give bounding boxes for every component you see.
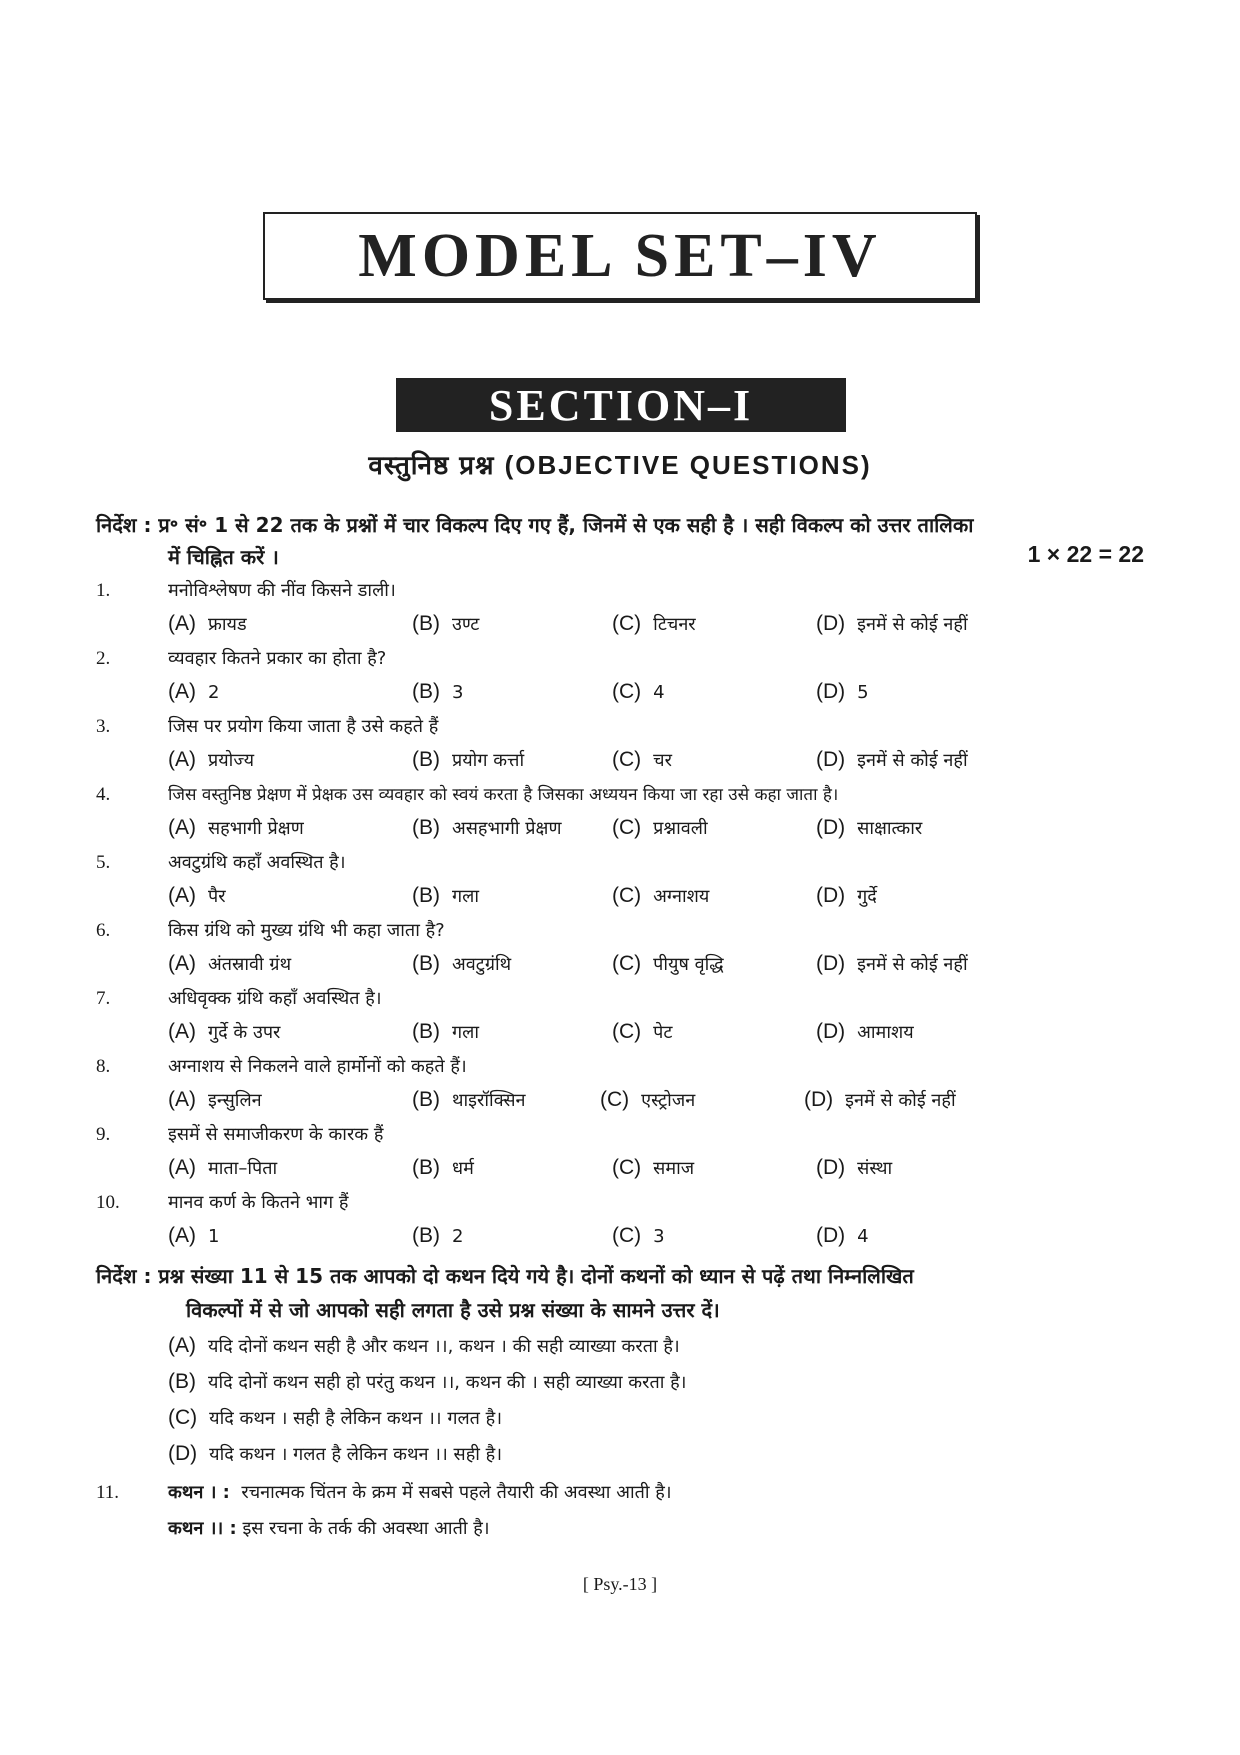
- assertion-choice-d: [168, 1442, 502, 1466]
- option-d: [816, 1020, 914, 1044]
- directions-2-line-1: निर्देश : प्रश्न संख्या 11 से 15 तक आपको दो कथन दिये गये है। दोनों कथनों को ध्यान से पढ़ें तथा निम्नलिखित: [96, 1264, 914, 1288]
- choice-label: (B): [168, 1370, 196, 1393]
- option-d: [804, 1088, 956, 1112]
- choice-text: यदि दोनों कथन सही है और कथन ।।, कथन । की सही व्याख्या करता है।: [208, 1336, 680, 1357]
- choice-label: (A): [168, 1334, 196, 1357]
- option-b: [412, 816, 561, 840]
- subtitle-english: (OBJECTIVE QUESTIONS): [504, 450, 872, 480]
- option-a: [168, 1156, 277, 1180]
- directions-2-line-2: विकल्पों में से जो आपको सही लगता है उसे प्रश्न संख्या के सामने उत्तर दें।: [186, 1298, 720, 1322]
- option-b: [412, 1020, 479, 1044]
- option-label: (C): [612, 680, 642, 703]
- option-label: (C): [612, 1224, 642, 1247]
- option-text: 3: [653, 1226, 665, 1247]
- option-label: (C): [612, 1020, 642, 1043]
- option-text: पैर: [208, 886, 226, 907]
- option-c: [612, 952, 724, 976]
- option-label: (A): [168, 612, 196, 635]
- option-label: (C): [612, 748, 642, 771]
- option-label: (D): [816, 884, 846, 907]
- question-text: मनोविश्लेषण की नींव किसने डाली।: [168, 580, 396, 601]
- option-text: फ्रायड: [208, 614, 247, 635]
- option-text: 4: [653, 682, 665, 703]
- option-label: (A): [168, 748, 196, 771]
- option-label: (D): [804, 1088, 834, 1111]
- option-d: [816, 816, 922, 840]
- option-text: गला: [452, 1022, 479, 1043]
- option-label: (D): [816, 748, 846, 771]
- option-d: [816, 884, 877, 908]
- option-a: [168, 1020, 280, 1044]
- option-label: (B): [412, 612, 440, 635]
- option-c: [612, 1156, 694, 1180]
- option-label: (D): [816, 1020, 846, 1043]
- question-number: 10.: [96, 1192, 120, 1213]
- option-c: [612, 1224, 665, 1248]
- option-label: (C): [612, 612, 642, 635]
- directions-1-line-1: निर्देश : प्र॰ सं॰ 1 से 22 तक के प्रश्नों में चार विकल्प दिए गए हैं, जिनमें से एक सही है । सही विकल्प को उत्तर तालिका: [96, 513, 974, 537]
- question-number: 11.: [96, 1482, 120, 1503]
- option-a: [168, 884, 226, 908]
- question-number: 1.: [96, 580, 111, 601]
- choice-text: यदि कथन । सही है लेकिन कथन ।। गलत है।: [209, 1408, 503, 1429]
- option-c: [612, 612, 696, 636]
- question-number: 5.: [96, 852, 111, 873]
- question-number: 9.: [96, 1124, 111, 1145]
- option-label: (B): [412, 816, 440, 839]
- section-title: SECTION–I: [488, 380, 754, 430]
- option-label: (C): [612, 816, 642, 839]
- option-text: इनमें से कोई नहीं: [857, 954, 968, 975]
- section-title-bar: [396, 378, 846, 432]
- statement-1-text: रचनात्मक चिंतन के क्रम में सबसे पहले तैयारी की अवस्था आती है।: [241, 1482, 672, 1503]
- statement-2-text: इस रचना के तर्क की अवस्था आती है।: [242, 1518, 490, 1539]
- option-text: 1: [208, 1226, 220, 1247]
- option-label: (A): [168, 884, 196, 907]
- option-d: [816, 748, 968, 772]
- statement-1: [168, 1480, 672, 1504]
- option-label: (D): [816, 952, 846, 975]
- option-a: [168, 1088, 262, 1112]
- option-b: [412, 1156, 474, 1180]
- option-text: इनमें से कोई नहीं: [845, 1090, 956, 1111]
- option-text: गुर्दे: [857, 886, 877, 907]
- option-label: (B): [412, 1156, 440, 1179]
- option-label: (D): [816, 1156, 846, 1179]
- option-b: [412, 748, 524, 772]
- option-text: संस्था: [857, 1158, 893, 1179]
- option-text: चर: [653, 750, 672, 771]
- page-reference: [ Psy.-13 ]: [582, 1574, 658, 1594]
- option-b: [412, 1224, 463, 1248]
- option-c: [612, 748, 672, 772]
- question-number: 3.: [96, 716, 111, 737]
- question-number: 6.: [96, 920, 111, 941]
- question-text: अवटुग्रंथि कहाँ अवस्थित है।: [168, 852, 346, 873]
- option-label: (A): [168, 816, 196, 839]
- option-b: [412, 884, 479, 908]
- question-number: 7.: [96, 988, 111, 1009]
- option-text: 3: [452, 682, 464, 703]
- option-text: टिचनर: [653, 614, 696, 635]
- option-c: [600, 1088, 695, 1112]
- option-label: (D): [816, 1224, 846, 1247]
- option-text: प्रश्नावली: [653, 818, 708, 839]
- question-number: 8.: [96, 1056, 111, 1077]
- option-a: [168, 612, 247, 636]
- question-text: जिस पर प्रयोग किया जाता है उसे कहते हैं: [168, 716, 439, 737]
- directions-1-line-2: में चिह्नित करें ।: [168, 545, 279, 569]
- option-c: [612, 1020, 672, 1044]
- option-a: [168, 816, 304, 840]
- option-a: [168, 748, 254, 772]
- assertion-choice-c: [168, 1406, 502, 1430]
- option-text: 2: [452, 1226, 464, 1247]
- option-b: [412, 952, 511, 976]
- option-label: (A): [168, 1156, 196, 1179]
- option-label: (D): [816, 612, 846, 635]
- option-text: समाज: [653, 1158, 695, 1179]
- marks-label: 1 × 22 = 22: [1027, 541, 1144, 567]
- question-text: किस ग्रंथि को मुख्य ग्रंथि भी कहा जाता है?: [168, 920, 445, 941]
- option-text: प्रयोग कर्त्ता: [452, 750, 525, 771]
- option-text: 4: [857, 1226, 869, 1247]
- option-label: (B): [412, 680, 440, 703]
- question-text: जिस वस्तुनिष्ठ प्रेक्षण में प्रेक्षक उस व्यवहार को स्वयं करता है जिसका अध्ययन किया जा रहा उसे कहा जाता है।: [168, 785, 839, 805]
- option-label: (A): [168, 680, 196, 703]
- option-d: [816, 680, 869, 704]
- option-label: (C): [612, 1156, 642, 1179]
- question-text: अधिवृक्क ग्रंथि कहाँ अवस्थित है।: [168, 988, 382, 1009]
- option-b: [412, 680, 463, 704]
- question-number: 4.: [96, 784, 111, 805]
- subtitle-hindi: वस्तुनिष्ठ प्रश्न: [368, 451, 495, 481]
- option-d: [816, 612, 968, 636]
- option-label: (C): [612, 884, 642, 907]
- option-text: अंतस्रावी ग्रंथ: [208, 954, 292, 975]
- question-text: व्यवहार कितने प्रकार का होता है?: [168, 648, 387, 669]
- option-text: अग्नाशय: [653, 886, 710, 907]
- option-label: (B): [412, 952, 440, 975]
- option-label: (B): [412, 1020, 440, 1043]
- option-label: (D): [816, 816, 846, 839]
- model-set-title: MODEL SET–IV: [358, 221, 882, 290]
- option-text: धर्म: [452, 1158, 474, 1179]
- option-text: पीयुष वृद्धि: [653, 954, 724, 975]
- choice-label: (C): [168, 1406, 198, 1429]
- option-d: [816, 1224, 869, 1248]
- choice-label: (D): [168, 1442, 198, 1465]
- option-text: साक्षात्कार: [857, 818, 923, 839]
- option-text: इनमें से कोई नहीं: [857, 614, 968, 635]
- option-a: [168, 1224, 219, 1248]
- question-number: 2.: [96, 648, 111, 669]
- option-a: [168, 952, 291, 976]
- option-text: एस्ट्रोजन: [641, 1090, 696, 1111]
- option-b: [412, 1088, 526, 1112]
- option-text: पेट: [653, 1022, 673, 1043]
- question-text: अग्नाशय से निकलने वाले हार्मोनों को कहते हैं।: [168, 1056, 467, 1077]
- option-c: [612, 816, 708, 840]
- option-text: थाइरॉक्सिन: [452, 1090, 526, 1111]
- option-label: (A): [168, 1020, 196, 1043]
- option-a: [168, 680, 219, 704]
- option-text: सहभागी प्रेक्षण: [208, 818, 304, 839]
- assertion-choice-a: [168, 1334, 680, 1358]
- option-text: इन्सुलिन: [208, 1090, 262, 1111]
- option-label: (B): [412, 1088, 440, 1111]
- choice-text: यदि दोनों कथन सही हो परंतु कथन ।।, कथन की । सही व्याख्या करता है।: [208, 1372, 687, 1393]
- option-text: अवटुग्रंथि: [452, 954, 512, 975]
- option-label: (C): [600, 1088, 630, 1111]
- option-label: (B): [412, 884, 440, 907]
- assertion-choice-b: [168, 1370, 686, 1394]
- option-c: [612, 884, 709, 908]
- option-text: गुर्दे के उपर: [208, 1022, 281, 1043]
- option-label: (B): [412, 1224, 440, 1247]
- option-text: उण्ट: [452, 614, 480, 635]
- option-text: इनमें से कोई नहीं: [857, 750, 968, 771]
- question-text: मानव कर्ण के कितने भाग हैं: [168, 1192, 349, 1213]
- option-label: (A): [168, 952, 196, 975]
- option-text: माता–पिता: [208, 1158, 278, 1179]
- option-label: (A): [168, 1088, 196, 1111]
- option-text: आमाशय: [857, 1022, 914, 1043]
- statement-2-label: कथन ।। :: [168, 1518, 237, 1539]
- option-b: [412, 612, 479, 636]
- choice-text: यदि कथन । गलत है लेकिन कथन ।। सही है।: [209, 1444, 503, 1465]
- option-text: 2: [208, 682, 220, 703]
- option-text: असहभागी प्रेक्षण: [452, 818, 562, 839]
- model-set-title-box: [263, 212, 977, 300]
- option-text: प्रयोज्य: [208, 750, 255, 771]
- option-text: गला: [452, 886, 479, 907]
- option-text: 5: [857, 682, 869, 703]
- option-d: [816, 952, 968, 976]
- option-label: (C): [612, 952, 642, 975]
- option-d: [816, 1156, 892, 1180]
- option-c: [612, 680, 665, 704]
- statement-2: [168, 1516, 490, 1540]
- subtitle: [0, 446, 1240, 482]
- statement-1-label: कथन । :: [168, 1482, 230, 1503]
- option-label: (A): [168, 1224, 196, 1247]
- question-text: इसमें से समाजीकरण के कारक हैं: [168, 1124, 384, 1145]
- option-label: (D): [816, 680, 846, 703]
- option-label: (B): [412, 748, 440, 771]
